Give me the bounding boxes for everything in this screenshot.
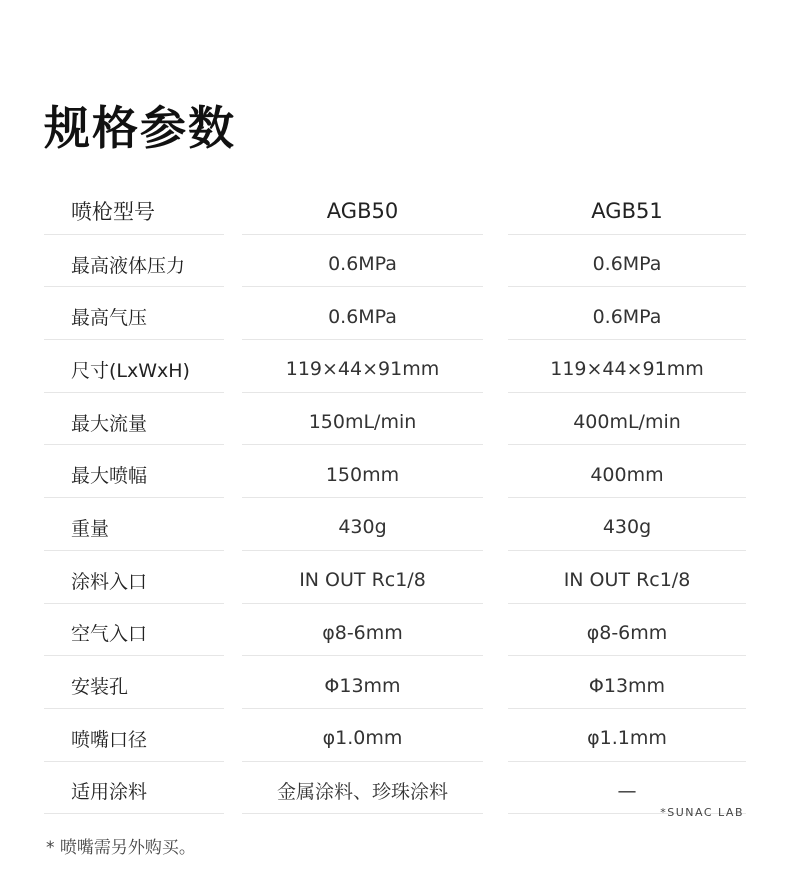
row-value-b: 0.6MPa xyxy=(508,287,746,340)
row-value-b: φ8-6mm xyxy=(508,604,746,657)
row-value-b: Φ13mm xyxy=(508,656,746,709)
row-label: 空气入口 xyxy=(44,604,224,657)
table-row xyxy=(44,340,746,393)
table-row xyxy=(44,498,746,551)
row-value-a: 119×44×91mm xyxy=(242,340,483,393)
table-row xyxy=(44,393,746,446)
row-value-b: 400mL/min xyxy=(508,393,746,446)
footnote: * 喷嘴需另外购买。 xyxy=(46,838,196,858)
row-label: 最大流量 xyxy=(44,393,224,446)
table-row xyxy=(44,656,746,709)
header-model-b: AGB51 xyxy=(508,182,746,235)
row-label: 涂料入口 xyxy=(44,551,224,604)
table-row xyxy=(44,762,746,815)
row-label: 最大喷幅 xyxy=(44,445,224,498)
header-label: 喷枪型号 xyxy=(44,182,224,235)
page-title: 规格参数 xyxy=(44,101,236,155)
row-value-a: φ8-6mm xyxy=(242,604,483,657)
table-row xyxy=(44,709,746,762)
row-label: 重量 xyxy=(44,498,224,551)
row-value-b: φ1.1mm xyxy=(508,709,746,762)
row-label: 适用涂料 xyxy=(44,762,224,815)
row-value-b: — xyxy=(508,762,746,815)
lab-watermark: *SUNAC LAB xyxy=(660,806,744,819)
row-value-b: 119×44×91mm xyxy=(508,340,746,393)
table-row xyxy=(44,445,746,498)
row-value-a: Φ13mm xyxy=(242,656,483,709)
row-value-a: IN OUT Rc1/8 xyxy=(242,551,483,604)
row-label: 喷嘴口径 xyxy=(44,709,224,762)
row-value-a: φ1.0mm xyxy=(242,709,483,762)
row-value-a: 430g xyxy=(242,498,483,551)
spec-table xyxy=(44,182,746,814)
row-label: 安装孔 xyxy=(44,656,224,709)
row-value-b: 400mm xyxy=(508,445,746,498)
row-value-b: IN OUT Rc1/8 xyxy=(508,551,746,604)
table-row xyxy=(44,287,746,340)
header-model-a: AGB50 xyxy=(242,182,483,235)
row-value-a: 金属涂料、珍珠涂料 xyxy=(242,762,483,815)
table-row xyxy=(44,235,746,288)
row-value-a: 0.6MPa xyxy=(242,287,483,340)
row-value-a: 0.6MPa xyxy=(242,235,483,288)
table-row xyxy=(44,604,746,657)
row-value-a: 150mm xyxy=(242,445,483,498)
row-value-b: 0.6MPa xyxy=(508,235,746,288)
spec-table-header xyxy=(44,182,746,235)
row-label: 尺寸(LxWxH) xyxy=(44,340,224,393)
row-value-b: 430g xyxy=(508,498,746,551)
row-value-a: 150mL/min xyxy=(242,393,483,446)
row-label: 最高气压 xyxy=(44,287,224,340)
table-row xyxy=(44,551,746,604)
row-label: 最高液体压力 xyxy=(44,235,224,288)
